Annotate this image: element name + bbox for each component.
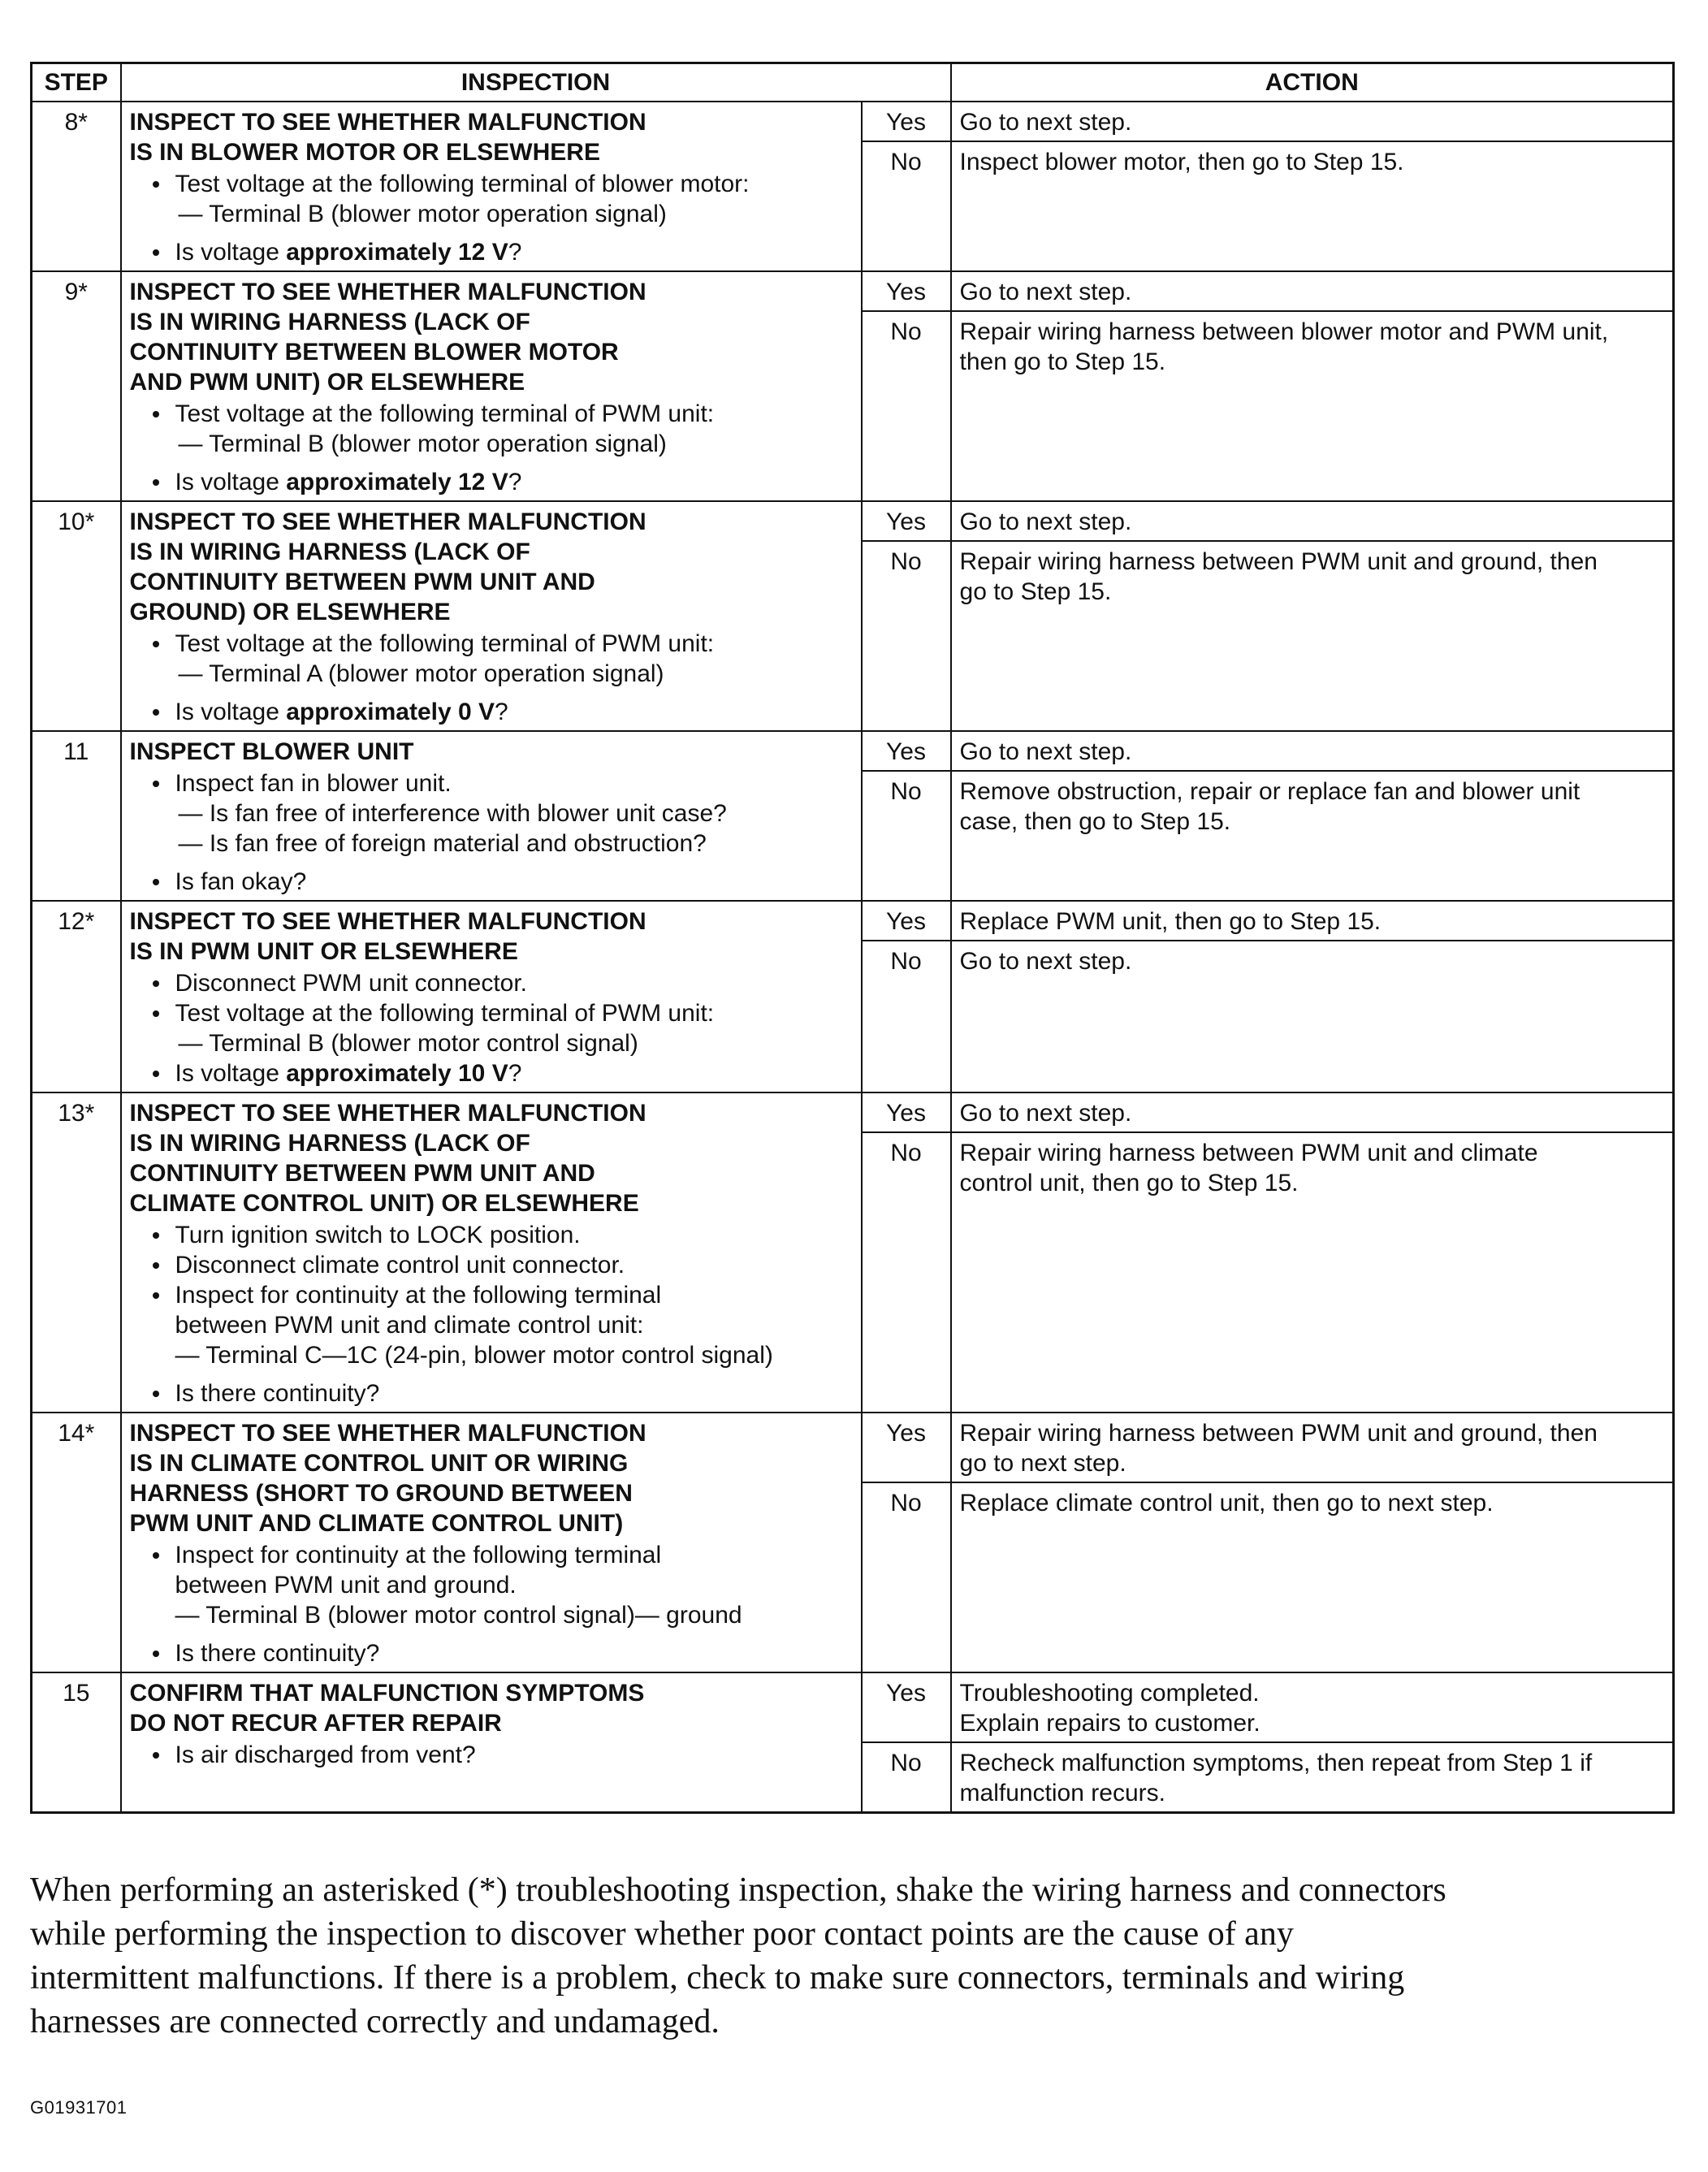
- inspection-subitem: [130, 199, 853, 229]
- inspection-bullet: [130, 1220, 853, 1250]
- item-text: Is voltage: [175, 469, 287, 495]
- no-action: Recheck malfunction symptoms, then repeat from Step 1 if malfunction recurs.: [951, 1742, 1674, 1813]
- inspection-bullet: [130, 867, 853, 897]
- inspection-bullet: [130, 998, 853, 1028]
- inspection-bullet: [130, 467, 853, 497]
- inspection-title: CONFIRM THAT MALFUNCTION SYMPTOMS DO NOT RECUR AFTER REPAIR: [129, 1680, 645, 1737]
- item-emphasis: approximately 12 V: [286, 239, 508, 266]
- item-text: Turn ignition switch to LOCK position.: [175, 1222, 581, 1248]
- item-text: Test voltage at the following terminal of blower motor:: [175, 171, 750, 197]
- no-label: No: [862, 141, 951, 271]
- no-label: No: [862, 1132, 951, 1413]
- inspection-checklist: [130, 768, 853, 897]
- step-column-header: STEP: [32, 63, 121, 102]
- item-text: Test voltage at the following terminal of PWM unit:: [175, 400, 715, 427]
- step-row: [32, 901, 1674, 941]
- inspection-checklist: [130, 1740, 853, 1770]
- item-suffix: ?: [508, 1060, 522, 1087]
- inspection-checklist: [130, 1540, 853, 1668]
- item-text: Test voltage at the following terminal of PWM unit:: [175, 630, 715, 657]
- item-suffix: ?: [495, 699, 508, 725]
- yes-action: Go to next step.: [951, 271, 1674, 311]
- inspection-cell: [121, 731, 862, 901]
- step-number: 14*: [32, 1413, 121, 1672]
- inspection-bullet: [130, 169, 853, 199]
- item-text: Inspect fan in blower unit.: [175, 770, 452, 797]
- no-label: No: [862, 541, 951, 731]
- inspection-cell: [121, 1092, 862, 1413]
- item-suffix: ?: [508, 239, 522, 266]
- item-text: Is there continuity?: [175, 1640, 380, 1667]
- inspection-subitem: [130, 798, 853, 829]
- inspection-bullet: [130, 1378, 853, 1408]
- item-text: Is fan okay?: [175, 868, 307, 895]
- item-emphasis: approximately 10 V: [286, 1060, 508, 1087]
- yes-action: Go to next step.: [951, 731, 1674, 771]
- inspection-cell: [121, 1413, 862, 1672]
- yes-action: Go to next step.: [951, 1092, 1674, 1132]
- inspection-bullet: [130, 1540, 853, 1630]
- inspection-cell: [121, 271, 862, 501]
- no-label: No: [862, 771, 951, 901]
- item-text: Disconnect PWM unit connector.: [175, 970, 528, 997]
- step-row: [32, 271, 1674, 311]
- step-number: 9*: [32, 271, 121, 501]
- yes-action: Troubleshooting completed. Explain repairs to customer.: [951, 1672, 1674, 1742]
- inspection-checklist: [130, 169, 853, 267]
- item-text: Test voltage at the following terminal of PWM unit:: [175, 1000, 715, 1027]
- no-label: No: [862, 941, 951, 1092]
- yes-action: Go to next step.: [951, 501, 1674, 541]
- item-text: Is there continuity?: [175, 1380, 380, 1407]
- item-text: — Terminal A (blower motor operation signal): [178, 660, 664, 687]
- no-action: Repair wiring harness between PWM unit and ground, then go to Step 15.: [951, 541, 1674, 731]
- inspection-title: INSPECT TO SEE WHETHER MALFUNCTION IS IN WIRING HARNESS (LACK OF CONTINUITY BETWEEN PWM UNIT AND GROUND) OR ELSEWHERE: [129, 508, 646, 625]
- item-text: — Terminal B (blower motor operation signal): [178, 201, 667, 227]
- yes-label: Yes: [862, 102, 951, 141]
- inspection-title: INSPECT TO SEE WHETHER MALFUNCTION IS IN WIRING HARNESS (LACK OF CONTINUITY BETWEEN BLOWER MOTOR AND PWM UNIT) OR ELSEWHERE: [129, 279, 646, 396]
- item-text: — Is fan free of foreign material and obstruction?: [178, 830, 707, 857]
- yes-action: Repair wiring harness between PWM unit and ground, then go to next step.: [951, 1413, 1674, 1482]
- step-row: [32, 1672, 1674, 1742]
- inspection-checklist: [130, 399, 853, 497]
- yes-label: Yes: [862, 1413, 951, 1482]
- no-action: Repair wiring harness between blower motor and PWM unit, then go to Step 15.: [951, 311, 1674, 501]
- step-number: 12*: [32, 901, 121, 1092]
- step-number: 13*: [32, 1092, 121, 1413]
- inspection-cell: [121, 501, 862, 731]
- inspection-cell: [121, 901, 862, 1092]
- item-text: Inspect for continuity at the following terminal between PWM unit and climate control unit: — Terminal C—1C (24-pin, blower motor control signal): [175, 1282, 773, 1369]
- yes-action: Replace PWM unit, then go to Step 15.: [951, 901, 1674, 941]
- no-action: Inspect blower motor, then go to Step 15.: [951, 141, 1674, 271]
- item-text: — Is fan free of interference with blower unit case?: [178, 800, 727, 827]
- table-body: [32, 102, 1674, 1813]
- inspection-cell: [121, 1672, 862, 1813]
- item-text: Disconnect climate control unit connector.: [175, 1252, 625, 1279]
- item-text: Is air discharged from vent?: [175, 1741, 476, 1768]
- yes-label: Yes: [862, 1092, 951, 1132]
- inspection-subitem: [130, 829, 853, 859]
- inspection-bullet: [130, 1740, 853, 1770]
- yes-action: Go to next step.: [951, 102, 1674, 141]
- inspection-bullet: [130, 1250, 853, 1280]
- no-label: No: [862, 1482, 951, 1672]
- yes-label: Yes: [862, 501, 951, 541]
- item-text: Is voltage: [175, 699, 287, 725]
- inspection-title: INSPECT TO SEE WHETHER MALFUNCTION IS IN WIRING HARNESS (LACK OF CONTINUITY BETWEEN PWM UNIT AND CLIMATE CONTROL UNIT) OR ELSEWHERE: [129, 1100, 646, 1217]
- step-number: 8*: [32, 102, 121, 271]
- step-row: [32, 1092, 1674, 1132]
- item-text: Is voltage: [175, 1060, 287, 1087]
- no-action: Remove obstruction, repair or replace fan and blower unit case, then go to Step 15.: [951, 771, 1674, 901]
- item-text: Is voltage: [175, 239, 287, 266]
- inspection-bullet: [130, 399, 853, 429]
- step-row: [32, 501, 1674, 541]
- step-row: [32, 102, 1674, 141]
- item-suffix: ?: [508, 469, 522, 495]
- no-label: No: [862, 311, 951, 501]
- inspection-title: INSPECT TO SEE WHETHER MALFUNCTION IS IN CLIMATE CONTROL UNIT OR WIRING HARNESS (SHORT TO GROUND BETWEEN PWM UNIT AND CLIMATE CONTROL UNIT): [129, 1420, 646, 1537]
- inspection-checklist: [130, 629, 853, 727]
- inspection-bullet: [130, 1280, 853, 1370]
- yes-label: Yes: [862, 731, 951, 771]
- action-column-header: ACTION: [951, 63, 1674, 102]
- inspection-bullet: [130, 1058, 853, 1088]
- inspection-bullet: [130, 968, 853, 998]
- table-header-row: [32, 63, 1674, 102]
- inspection-bullet: [130, 697, 853, 727]
- inspection-bullet: [130, 768, 853, 798]
- no-label: No: [862, 1742, 951, 1813]
- inspection-bullet: [130, 1638, 853, 1668]
- step-number: 15: [32, 1672, 121, 1813]
- troubleshooting-sheet: [30, 62, 1672, 1814]
- troubleshooting-table: [30, 62, 1675, 1814]
- inspection-column-header: INSPECTION: [121, 63, 951, 102]
- no-action: Go to next step.: [951, 941, 1674, 1092]
- inspection-title: INSPECT TO SEE WHETHER MALFUNCTION IS IN PWM UNIT OR ELSEWHERE: [129, 908, 646, 965]
- yes-label: Yes: [862, 1672, 951, 1742]
- inspection-checklist: [130, 968, 853, 1088]
- inspection-subitem: [130, 1028, 853, 1058]
- inspection-bullet: [130, 629, 853, 659]
- inspection-checklist: [130, 1220, 853, 1408]
- item-text: — Terminal B (blower motor operation signal): [178, 431, 667, 457]
- figure-id: G01931701: [30, 2097, 128, 2118]
- inspection-bullet: [130, 237, 853, 267]
- item-emphasis: approximately 0 V: [286, 699, 495, 725]
- step-number: 11: [32, 731, 121, 901]
- item-text: Inspect for continuity at the following terminal between PWM unit and ground. — Terminal B (blower motor control signal)— ground: [175, 1542, 742, 1629]
- no-action: Replace climate control unit, then go to next step.: [951, 1482, 1674, 1672]
- inspection-title: INSPECT TO SEE WHETHER MALFUNCTION IS IN BLOWER MOTOR OR ELSEWHERE: [129, 109, 646, 166]
- step-number: 10*: [32, 501, 121, 731]
- item-emphasis: approximately 12 V: [286, 469, 508, 495]
- item-text: — Terminal B (blower motor control signal): [178, 1030, 638, 1057]
- inspection-subitem: [130, 659, 853, 689]
- step-row: [32, 731, 1674, 771]
- no-action: Repair wiring harness between PWM unit and climate control unit, then go to Step 15.: [951, 1132, 1674, 1413]
- inspection-title: INSPECT BLOWER UNIT: [129, 738, 414, 765]
- step-row: [32, 1413, 1674, 1482]
- inspection-subitem: [130, 429, 853, 459]
- asterisk-footnote: When performing an asterisked (*) troubleshooting inspection, shake the wiring harness and connectors while performing the inspection to discover whether poor contact points are the cause of any intermittent malfunctions. If there is a problem, check to make sure connectors, terminals and wiring harnesses are connected correctly and undamaged.: [30, 1871, 1446, 2040]
- yes-label: Yes: [862, 271, 951, 311]
- yes-label: Yes: [862, 901, 951, 941]
- inspection-cell: [121, 102, 862, 271]
